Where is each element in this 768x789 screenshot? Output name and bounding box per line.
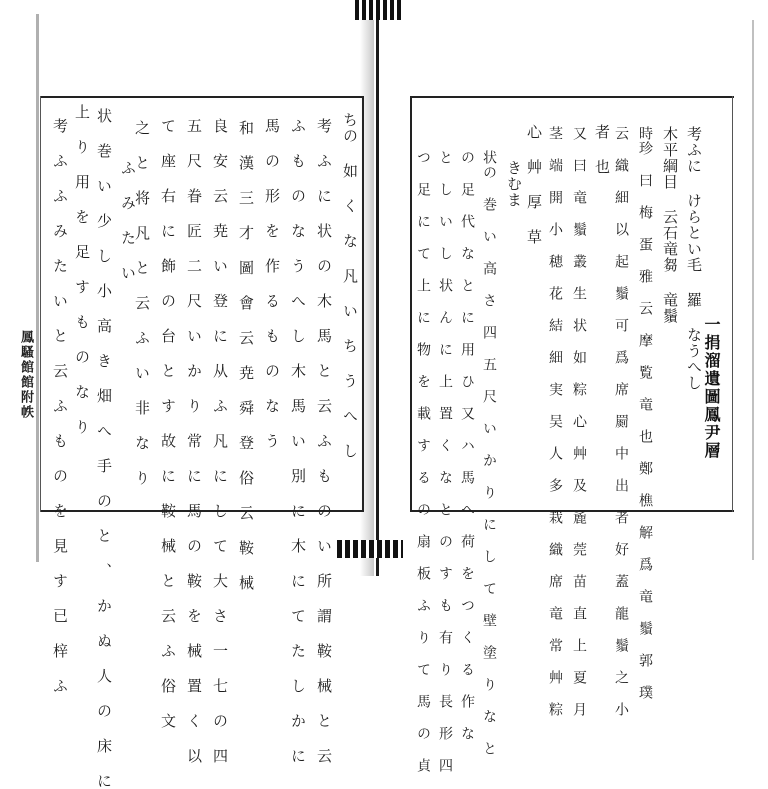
right-column-12: と し い し 状 ん に 上 置 く な と の す も 有 り 長 形 四 bbox=[437, 150, 453, 773]
right-column-6: 又 曰 竜 鬚 叢 生 状 如 粽 心 艸 及 麁 莞 苗 直 上 夏 月 bbox=[571, 126, 587, 717]
right-column-1: 考ふに けらとい毛 羅 なうへし bbox=[685, 126, 703, 391]
left-column-1: ちの 如 く な 凡 い ち う へ し bbox=[341, 112, 359, 459]
left-column-8: て 座 右 に 飾 の 台 と す 故 に 鞍 械 と 云 ふ 俗 文 bbox=[159, 118, 177, 729]
left-column-11: 状 巻 い 少 し 小 高 き 畑 へ 手 の と 、 か ぬ 人 の 床 に bbox=[95, 108, 113, 789]
binding-clip-icon bbox=[337, 540, 403, 558]
right-outer-page-edge bbox=[752, 20, 754, 560]
left-column-2: 考 ふ に 状 の 木 馬 と 云 ふ も の い 所 謂 鞍 械 と 云 bbox=[315, 118, 333, 764]
right-page-title: 一捐溜遺圖鳳尹層 bbox=[702, 316, 721, 460]
right-column-4: 云 織 細 以 起 鬚 可 爲 席 罽 中 出 者 好 蓋 龍 鬚 之 小 bbox=[613, 126, 629, 717]
left-margin-title: 鳳騷館館附帙 bbox=[18, 330, 33, 420]
left-column-7: 五 尺 眷 匠 二 尺 い か り 常 に 馬 の 鞍 を 械 置 く 以 bbox=[185, 118, 203, 764]
right-column-3: 時珍 曰 梅 蛋 雅 云 摩 覧 竜 也 鄭 樵 解 爲 竜 鬚 郭 璞 bbox=[637, 126, 653, 700]
right-page-left-border bbox=[410, 96, 412, 512]
left-column-6: 良 安 云 尭 い 登 に 从 ふ 凡 に し て 大 さ 一 七 の 四 bbox=[211, 118, 229, 764]
right-column-11: の 足 代 な と に 用 ひ 又 ハ 馬 へ 荷 を つ く る 作 な bbox=[459, 150, 475, 741]
right-column-9: きむま bbox=[505, 160, 523, 208]
left-column-4: 馬 の 形 を 作 る も の な う bbox=[263, 118, 281, 449]
right-column-2: 木平綱目 云石竜芻 竜鬚 bbox=[661, 126, 679, 324]
binding-clip-icon bbox=[355, 0, 403, 20]
left-outer-page-edge bbox=[36, 14, 39, 562]
right-column-13: つ 足 に て 上 に 物 を 載 す る の 扇 板 ふ り て 馬 の 貞 bbox=[415, 150, 431, 773]
right-page-top-border bbox=[410, 96, 734, 98]
left-column-13: 考 ふ ふ み た い と 云 ふ も の を 見 す 已 梓 ふ bbox=[51, 118, 69, 694]
left-page-top-border bbox=[40, 96, 364, 98]
left-column-3: ふ も の な う へ し 木 馬 い 別 に 木 に て た し か に bbox=[289, 118, 307, 764]
left-page-left-border bbox=[40, 96, 41, 512]
right-column-10: 状の 巻 い 高 さ 四 五 尺 い か り に し て 壁 塗 り な と bbox=[481, 150, 497, 756]
book-gutter bbox=[376, 0, 379, 576]
left-column-5: 和 漢 三 才 圖 會 云 尭 舜 登 俗 云 鞍 械 bbox=[237, 120, 255, 591]
left-column-9: 之 と 将 凡 と 云 ふ い 非 な り bbox=[133, 120, 151, 486]
left-column-10: ふ み た い bbox=[119, 160, 137, 281]
left-page-right-border bbox=[362, 96, 364, 512]
right-page-right-border bbox=[732, 96, 733, 512]
right-column-7: 茎 端 開 小 穂 花 結 細 実 吴 人 多 栽 織 席 竜 常 艸 粽 bbox=[547, 126, 563, 717]
left-column-12: 上 り 用 を 足 す も の な り bbox=[73, 104, 91, 435]
right-column-8: 心 艸 厚 草 bbox=[525, 124, 543, 245]
right-column-5: 者 也 bbox=[593, 124, 611, 175]
